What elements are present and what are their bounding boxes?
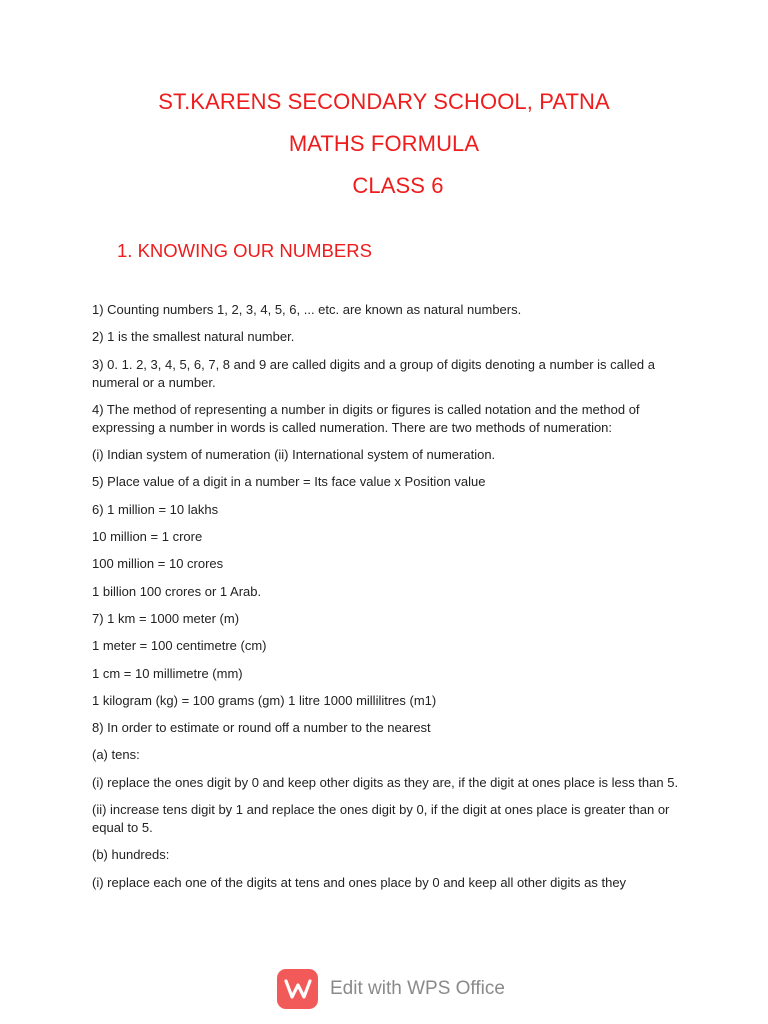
content-line: 6) 1 million = 10 lakhs bbox=[92, 501, 219, 517]
content-line: 10 million = 1 crore bbox=[92, 529, 203, 545]
content-line: 7) 1 km = 1000 meter (m) bbox=[92, 610, 240, 626]
content-line: (ii) increase tens digit by 1 and replace the ones digit by 0, if the digit at ones place is greater than or equal to 5. bbox=[92, 802, 670, 836]
wps-office-logo-icon bbox=[277, 969, 318, 1009]
content-line: 1) Counting numbers 1, 2, 3, 4, 5, 6, ... etc. are known as natural numbers. bbox=[92, 302, 522, 317]
school-name: ST.KARENS SECONDARY SCHOOL, PATNA bbox=[158, 89, 610, 114]
content-line: 1 kilogram (kg) = 100 grams (gm) 1 litre 1000 millilitres (m1) bbox=[92, 692, 437, 708]
content-line: 3) 0. 1. 2, 3, 4, 5, 6, 7, 8 and 9 are called digits and a group of digits denoting a number is called a numeral or a number. bbox=[92, 356, 655, 390]
content-line: (i) replace each one of the digits at tens and ones place by 0 and keep all other digits as they bbox=[92, 874, 627, 890]
wps-badge-label: Edit with WPS Office bbox=[330, 978, 505, 999]
content-line: 1 billion 100 crores or 1 Arab. bbox=[92, 583, 262, 599]
section-heading: 1. KNOWING OUR NUMBERS bbox=[117, 240, 372, 261]
content-line: (i) replace the ones digit by 0 and keep other digits as they are, if the digit at ones place is less than 5. bbox=[92, 774, 679, 790]
class-label: CLASS 6 bbox=[352, 173, 444, 198]
content-line: (b) hundreds: bbox=[92, 847, 170, 863]
content-line: 1 cm = 10 millimetre (mm) bbox=[92, 665, 243, 681]
formula-list bbox=[92, 301, 682, 892]
content-line: 2) 1 is the smallest natural number. bbox=[92, 329, 295, 345]
content-line: (a) tens: bbox=[92, 747, 140, 763]
content-line: 8) In order to estimate or round off a number to the nearest bbox=[92, 720, 431, 736]
content-line: 100 million = 10 crores bbox=[92, 556, 224, 572]
content-line: 5) Place value of a digit in a number = Its face value x Position value bbox=[92, 474, 486, 490]
document-title: MATHS FORMULA bbox=[288, 131, 480, 156]
content-line: (i) Indian system of numeration (ii) International system of numeration. bbox=[92, 447, 496, 463]
content-line: 4) The method of representing a number in digits or figures is called notation and the method of expressing a number in words is called numeration. There are two methods of numeration: bbox=[92, 401, 640, 435]
edit-with-wps-office-button[interactable] bbox=[277, 969, 505, 1009]
content-line: 1 meter = 100 centimetre (cm) bbox=[92, 638, 267, 654]
